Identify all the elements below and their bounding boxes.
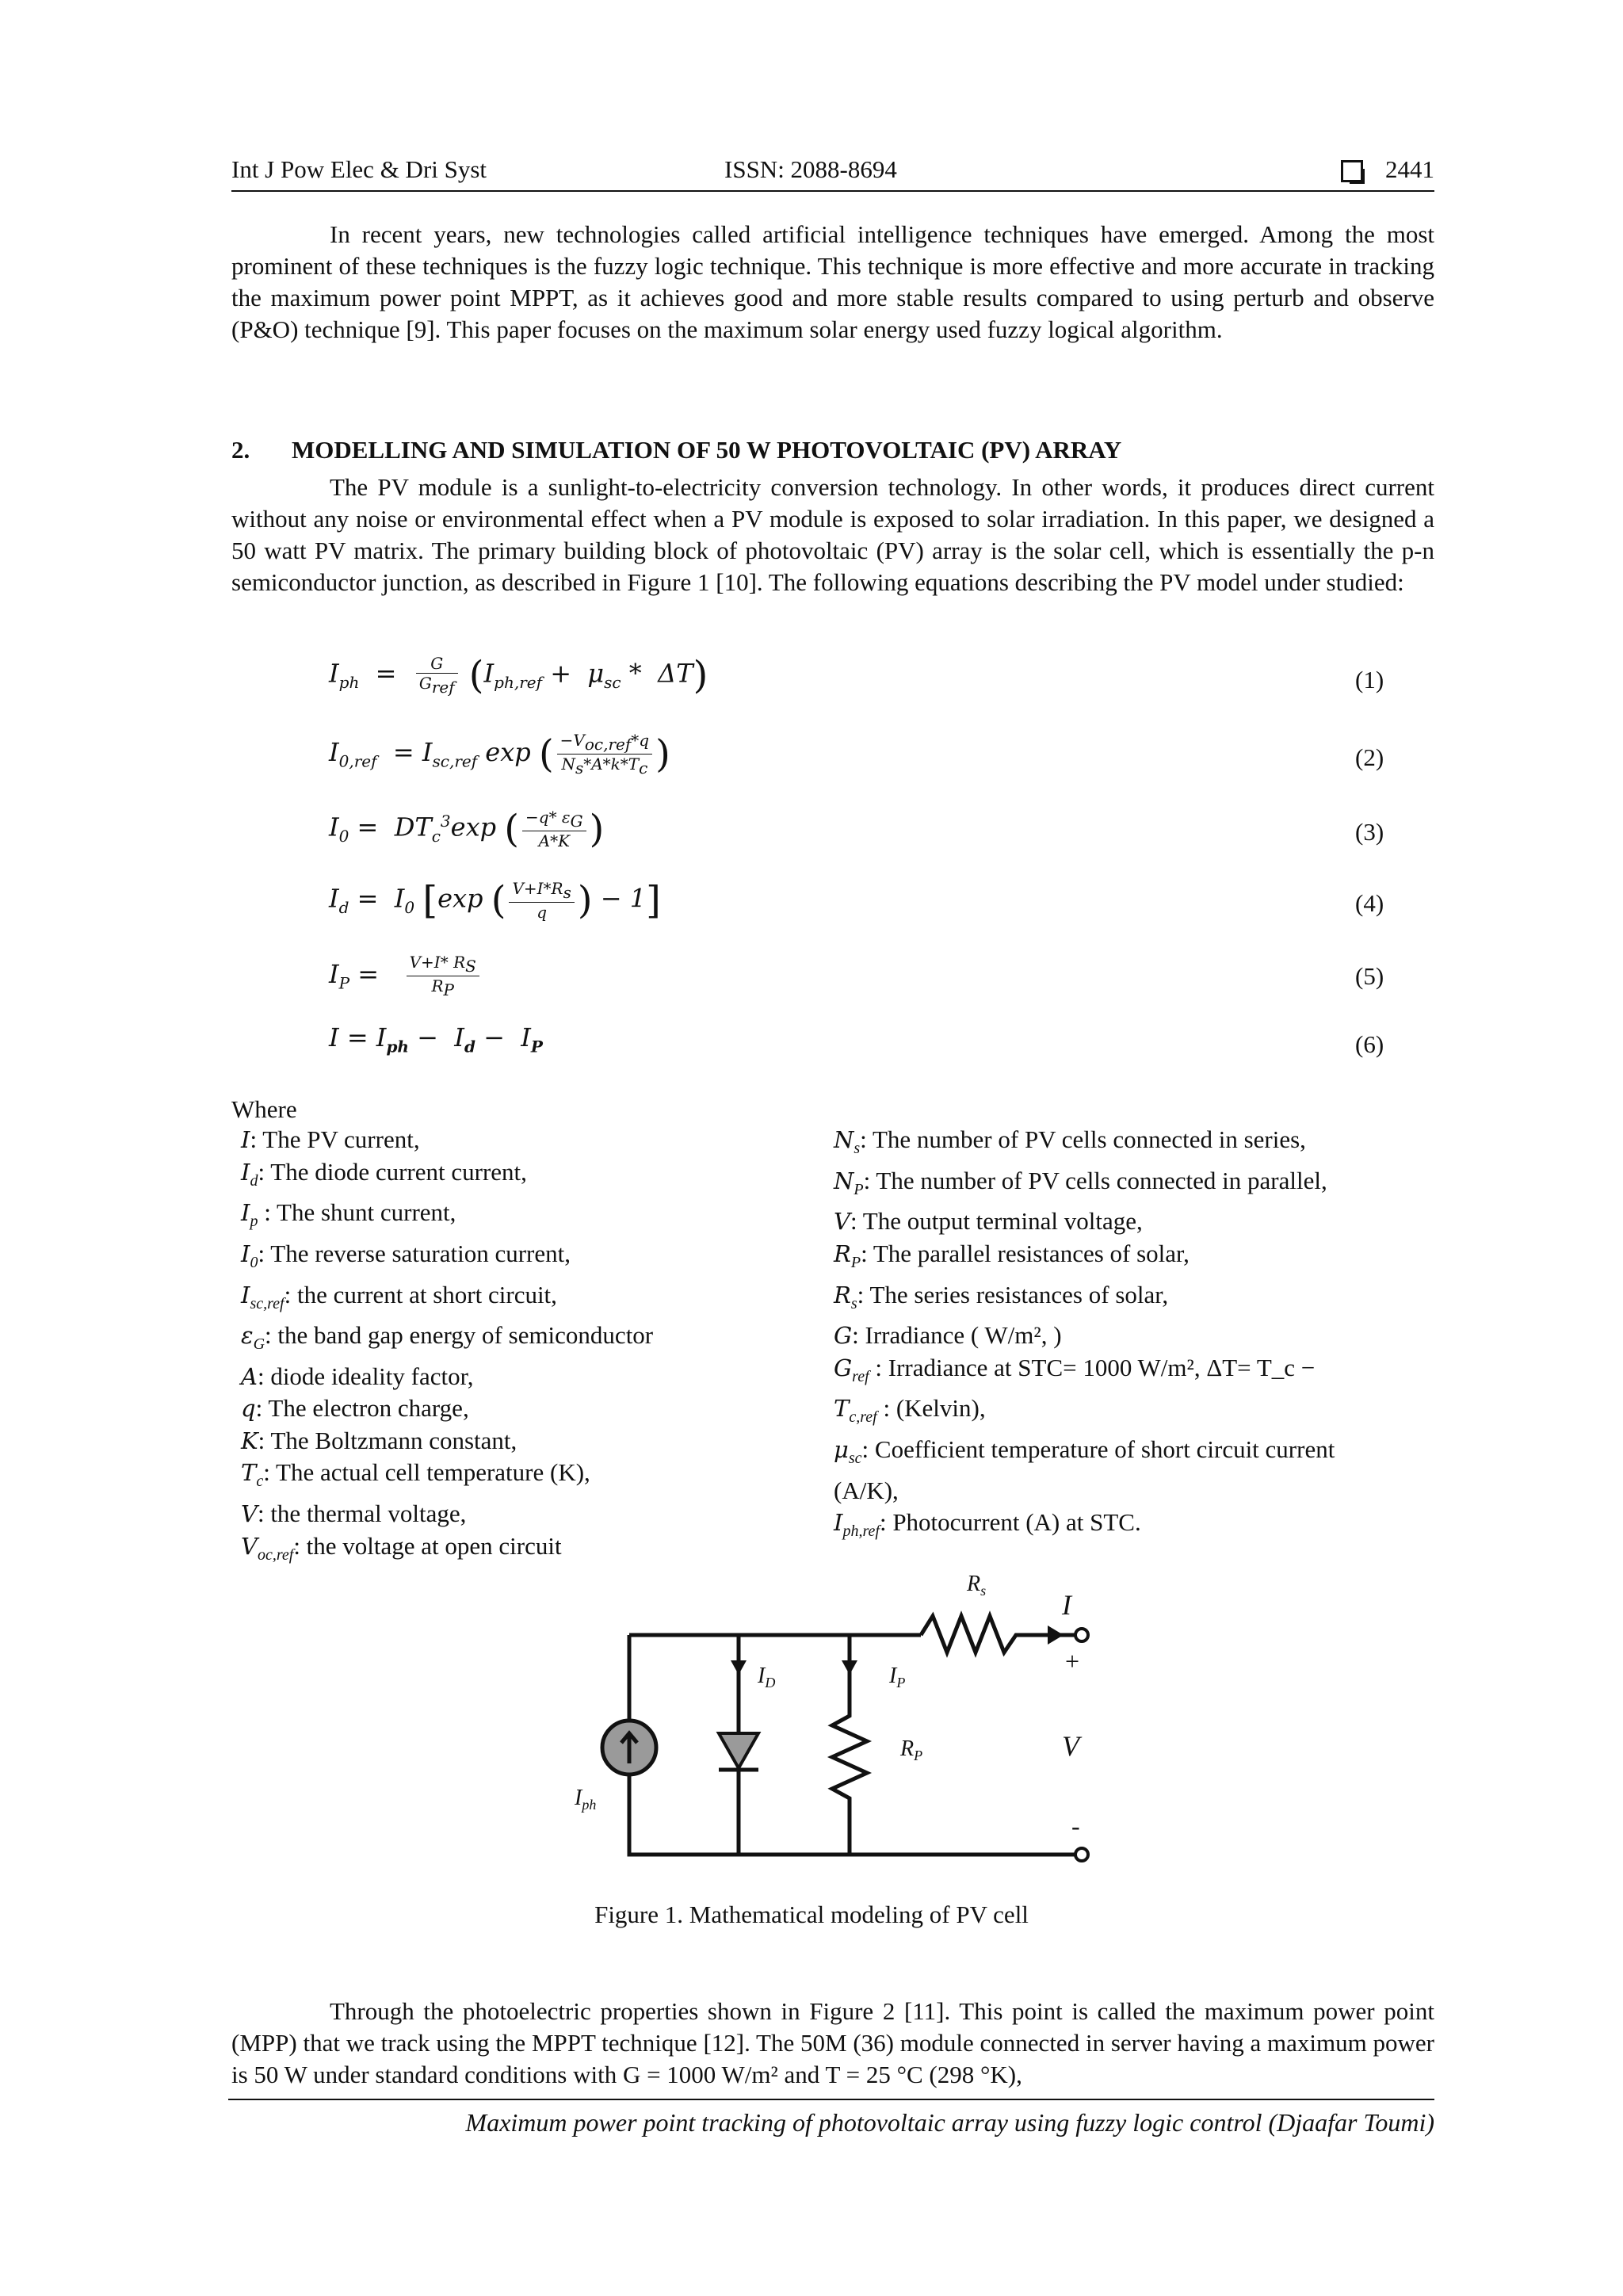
circuit-wire-left-bottom (629, 1635, 1078, 1855)
variables-left (241, 1124, 653, 1571)
variable-definition: (A/K), (834, 1476, 899, 1504)
id-arrow-icon (731, 1660, 747, 1675)
equation-1: $I_{ph}$ = $\frac{G}{G_{ref}}$ $(I_{ph,ref} + \mu_{sc} * \Delta T)$ (329, 653, 708, 697)
closing-paragraph: Through the photoelectric properties shown in Figure 2 [11]. This point is called the maximum power point (MPP) that we track using the MPPT technique [12]. The 50M (36) module connected in server having a maximum power is 50 W under standard conditions with G = 1000 W/m² and T = 25 °C (298 °K), (231, 1997, 1434, 2088)
variable-definition: $G_{ref}$ : Irradiance at STC= 1000 W/m², ΔT= T_c − (834, 1353, 1316, 1385)
output-arrow-icon (1048, 1626, 1064, 1645)
footer-rule (228, 2099, 1434, 2100)
header-rule (231, 190, 1434, 192)
issn: ISSN: 2088-8694 (724, 155, 897, 183)
label-ip: $I_P$ (889, 1664, 906, 1690)
equation-4: $I_d = I_0$ [exp ( $\frac{V+I*R_s}{q}$ ) − 1] (329, 878, 661, 923)
equation-2: $I_{0,ref} = I_{sc,ref}$ exp ( $\frac{-V_{oc,ref}*q}{N_s*A*k*T_c}$ ) (329, 731, 670, 777)
variable-definition: I: The PV current, (241, 1125, 420, 1153)
variable-definition: A: diode ideality factor, (241, 1362, 474, 1390)
equation-5: $I_P$ = $\frac{V+I* R_S}{R_P}$ (329, 953, 483, 999)
label-minus: - (1071, 1812, 1080, 1840)
equation-number-1: (1) (1355, 666, 1384, 693)
variable-definition: $R_s$: The series resistances of solar, (834, 1280, 1169, 1312)
variable-definition: K: The Boltzmann constant, (241, 1426, 517, 1454)
equation-number-4: (4) (1355, 889, 1384, 917)
variable-definition: $T_c$: The actual cell temperature (K), (241, 1458, 590, 1491)
ip-arrow-icon (842, 1660, 857, 1675)
section-heading: 2. MODELLING AND SIMULATION OF 50 W PHOTOVOLTAIC (PV) ARRAY (231, 436, 1122, 464)
positive-terminal (1075, 1629, 1088, 1641)
label-rp: $R_P$ (900, 1736, 923, 1763)
equation-6: $I = I_{ph} - I_d - I_P$ (329, 1022, 543, 1056)
diode-icon (719, 1733, 758, 1768)
equation-number-6: (6) (1355, 1030, 1384, 1058)
label-id: $I_D$ (758, 1664, 776, 1690)
variable-definition: $V_{oc,ref}$: the voltage at open circuit (241, 1531, 562, 1564)
variable-definition: $I_{ph,ref}$: Photocurrent (A) at STC. (834, 1508, 1141, 1541)
variable-definition: $I_{sc,ref}$: the current at short circuit, (241, 1280, 557, 1312)
equation-number-2: (2) (1355, 743, 1384, 771)
intro-paragraph: In recent years, new technologies called artificial intelligence techniques have emerged. Among the most prominent of these techniques is the fuzzy logic technique. This technique is more effective and more accurate in tracking the maximum power point MPPT, as it achieves good and more stable results compared to using perturb and observe (P&O) technique [9]. This paper focuses on the maximum solar energy used fuzzy logical algorithm. (231, 220, 1434, 343)
variable-definition: $I_d$: The diode current current, (241, 1157, 527, 1190)
variable-definition: G: Irradiance ( W/m², ) (834, 1321, 1062, 1350)
variable-definition: V: The output terminal voltage, (834, 1207, 1143, 1236)
variable-definition: V: the thermal voltage, (241, 1499, 467, 1528)
variable-definition: $N_P$: The number of PV cells connected in parallel, (834, 1166, 1327, 1198)
page-number: 2441 (1385, 155, 1434, 183)
variable-definition: $R_P$: The parallel resistances of solar, (834, 1239, 1190, 1272)
label-voltage: V (1062, 1730, 1079, 1762)
section-paragraph: The PV module is a sunlight-to-electricity conversion technology. In other words, it produces direct current without any noise or environmental effect when a PV module is exposed to solar irradiation. In this paper, we designed a 50 watt PV matrix. The primary building block of photovoltaic (PV) array is the solar cell, which is essentially the p-n semiconductor junction, as described in Figure 1 [10]. The following equations describing the PV model under studied: (231, 473, 1434, 596)
negative-terminal (1075, 1848, 1088, 1861)
variable-definition: $T_{c,ref}$ : (Kelvin), (834, 1394, 986, 1427)
equation-3: $I_0 = DT_c^3\exp$ ( $\frac{-q* \varepsilon_G}{A*K}$ ) (329, 807, 605, 851)
label-rs: $R_s$ (967, 1572, 987, 1599)
variable-definition: $I_p$ : The shunt current, (241, 1198, 456, 1231)
variable-definition: $\varepsilon_G$: the band gap energy of semiconductor (241, 1321, 654, 1354)
variables-right (834, 1124, 1335, 1548)
pv-cell-circuit-diagram (555, 1565, 1094, 1866)
label-iph: $I_{ph}$ (575, 1786, 597, 1813)
running-header (231, 155, 1434, 193)
figure-caption: Figure 1. Mathematical modeling of PV cell (594, 1901, 1029, 1928)
variable-definition: $\mu_{sc}$: Coefficient temperature of short circuit current (834, 1435, 1335, 1468)
variable-definition: $N_s$: The number of PV cells connected in series, (834, 1125, 1306, 1158)
running-footer: Maximum power point tracking of photovoltaic array using fuzzy logic control (Djaafar Toumi) (465, 2108, 1434, 2137)
variable-definition: $I_0$: The reverse saturation current, (241, 1239, 571, 1272)
label-output-current: I (1062, 1589, 1071, 1621)
where-label: Where (231, 1095, 297, 1123)
journal-name: Int J Pow Elec & Dri Syst (231, 155, 487, 183)
variable-definition: q: The electron charge, (241, 1394, 469, 1423)
equation-number-3: (3) (1355, 818, 1384, 846)
label-plus: + (1065, 1647, 1080, 1675)
square-bullet-icon (1341, 160, 1363, 182)
equation-number-5: (5) (1355, 962, 1384, 990)
